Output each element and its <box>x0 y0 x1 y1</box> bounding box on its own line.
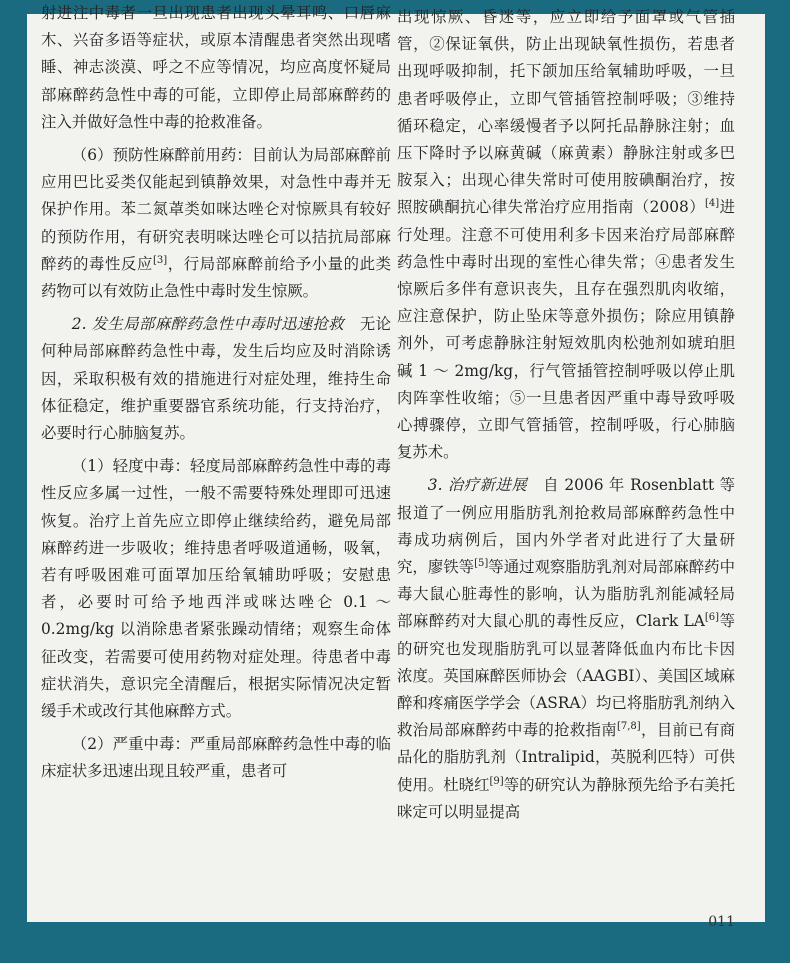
paragraph-text: 出现惊厥、昏迷等，应立即给予面罩或气管插管，②保证氧供，防止出现缺氧性损伤，若患者出现呼吸抑制，托下颌加压给氧辅助呼吸，一旦患者呼吸停止，立即气管插管控制呼吸；③维持循环稳定，心率缓慢者予以阿托品静脉注射；血压下降时予以麻黄碱（麻黄素）静脉注射或多巴胺泵入；出现心律失常时可使用胺碘酮治疗，按照胺碘酮抗心律失常治疗应用指南（2008） <box>397 8 735 217</box>
paragraph-text: （1）轻度中毒：轻度局部麻醉药急性中毒的毒性反应多属一过性，一般不需要特殊处理即可迅速恢复。治疗上首先应立即停止继续给药，避免局部麻醉药进一步吸收；维持患者呼吸道通畅，吸氧，若有呼吸困难可面罩加压给氧辅助呼吸；安慰患者，必要时可给予地西泮或咪达唑仑 0.1 ～ 0.2mg/kg 以消除患者紧张躁动情绪；观察生命体征改变，若需要可使用药物对症处理。待患者中毒症状消失，意识完全清醒后，根据实际情况决定暂缓手术或改行其他麻醉方式。 <box>41 457 391 721</box>
paragraph <box>41 142 391 305</box>
paragraph-text: 进行处理。注意不可使用利多卡因来治疗局部麻醉药急性中毒时出现的室性心律失常；④患者发生惊厥后多伴有意识丧失，且存在强烈肌肉收缩，应注意保护，防止坠床等意外损伤；除应用镇静剂外，可考虑静脉注射短效肌肉松弛剂如琥珀胆碱 1 ～ 2mg/kg，行气管插管控制呼吸以停止肌肉阵挛性收缩；⑤一旦患者因严重中毒导致呼吸心搏骤停，立即气管插管，控制呼吸，行心肺脑复苏术。 <box>397 198 735 462</box>
paragraph-text: 射进注中毒者一旦出现患者出现头晕耳鸣、口唇麻木、兴奋多语等症状，或原本清醒患者突然出现嗜睡、神志淡漠、呼之不应等情况，均应高度怀疑局部麻醉药急性中毒的可能，立即停止局部麻醉药的注入并做好急性中毒的抢救准备。 <box>41 4 391 131</box>
paragraph-text: （2）严重中毒：严重局部麻醉药急性中毒的临床症状多迅速出现且较严重，患者可 <box>41 735 391 781</box>
paragraph-text: （6）预防性麻醉前用药：目前认为局部麻醉前应用巴比妥类仅能起到镇静效果，对急性中毒并无保护作用。苯二氮䓬类如咪达唑仑对惊厥具有较好的预防作用，有研究表明咪达唑仑可以拮抗局部麻醉药的毒性反应 <box>41 146 391 273</box>
citation: [5] <box>474 558 489 570</box>
paragraph-text: ，目前已有商品化的脂肪乳剂（Intralipid，英脱利匹特）可供使用。杜晓红 <box>397 721 735 794</box>
citation: [4] <box>705 198 720 210</box>
paragraph <box>41 311 391 447</box>
paragraph-text: 无论何种局部麻醉药急性中毒，发生后均应及时消除诱因，采取积极有效的措施进行对症处理，维持生命体征稳定，维护重要器官系统功能，行支持治疗，必要时行心肺脑复苏。 <box>41 315 391 443</box>
paragraph <box>41 453 391 725</box>
paragraph-text: 等通过观察脂肪乳剂对局部麻醉药中毒大鼠心脏毒性的影响，认为脂肪乳剂能减轻局部麻醉药对大鼠心肌的毒性反应，Clark LA <box>397 558 735 631</box>
paragraph <box>397 472 735 826</box>
citation: [3] <box>152 254 168 266</box>
right-column <box>397 4 735 832</box>
left-column <box>41 0 391 792</box>
citation: [6] <box>704 612 720 624</box>
citation: [9] <box>489 775 504 787</box>
paragraph-text: 等的研究也发现脂肪乳可以显著降低血内布比卡因浓度。英国麻醉医师协会（AAGBI）、美国区域麻醉和疼痛医学学会（ASRA）均已将脂肪乳剂纳入救治局部麻醉药中毒的抢救指南 <box>397 612 735 740</box>
paragraph-text: 等的研究认为静脉预先给予右美托咪定可以明显提高 <box>397 775 735 821</box>
paragraph <box>41 731 391 785</box>
page-number: 011 <box>708 914 735 930</box>
paragraph <box>397 4 735 466</box>
section-heading: 3. 治疗新进展 <box>427 476 528 495</box>
paragraph-text: ，行局部麻醉前给予小量的此类药物可以有效防止急性中毒时发生惊厥。 <box>41 254 391 301</box>
section-heading: 2. 发生局部麻醉药急性中毒时迅速抢救 <box>71 315 345 334</box>
paragraph <box>41 0 391 136</box>
paragraph-text: 自 2006 年 Rosenblatt 等报道了一例应用脂肪乳剂抢救局部麻醉药急性中毒成功病例后，国内外学者对此进行了大量研究，廖铁等 <box>397 476 735 577</box>
citation: [7,8] <box>616 721 641 733</box>
book-page <box>27 4 765 930</box>
